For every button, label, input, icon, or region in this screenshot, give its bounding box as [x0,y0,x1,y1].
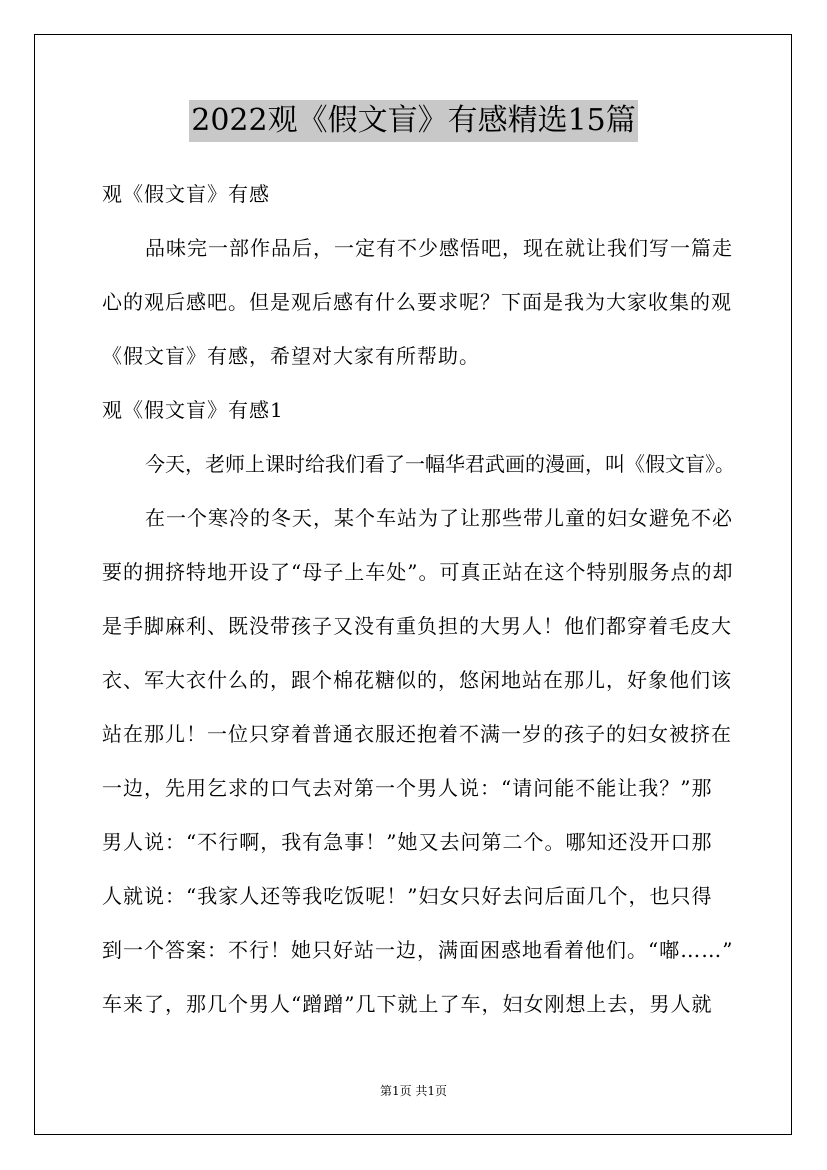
page-footer: 第1页 共1页 [379,1084,448,1098]
paragraph-line: 车来了，那几个男人“蹭蹭”几下就上了车，妇女刚想上去，男人就 [102,992,713,1016]
paragraph-line: 是手脚麻利、既没带孩子又没有重负担的大男人！他们都穿着毛皮大 [102,614,732,638]
paragraph-line: 要的拥挤特地开设了“母子上车处”。可真正站在这个特别服务点的却 [102,560,734,584]
section-heading: 观《假文盲》有感1 [102,398,284,422]
document-title: 2022观《假文盲》有感精选15篇 [189,100,638,142]
paragraph-line: 到一个答案：不行！她只好站一边，满面困惑地看着他们。“嘟……” [102,938,734,962]
title-container [0,100,827,142]
paragraph-line: 人就说：“我家人还等我吃饭呢！”妇女只好去问后面几个，也只得 [102,884,713,908]
paragraph-line: 男人说：“不行啊，我有急事！”她又去问第二个。哪知还没开口那 [102,830,713,854]
paragraph-line: 衣、军大衣什么的，跟个棉花糖似的，悠闲地站在那儿，好象他们该 [102,668,732,692]
section-heading: 观《假文盲》有感 [102,182,270,206]
paragraph-line: 今天，老师上课时给我们看了一幅华君武画的漫画，叫《假文盲》。 [145,452,735,476]
intro-line: 心的观后感吧。但是观后感有什么要求呢？下面是我为大家收集的观 [102,290,732,314]
paragraph-line: 一边，先用乞求的口气去对第一个男人说：“请问能不能让我？”那 [102,776,713,800]
intro-line: 《假文盲》有感，希望对大家有所帮助。 [102,344,480,368]
paragraph-line: 站在那儿！一位只穿着普通衣服还抱着不满一岁的孩子的妇女被挤在 [102,722,732,746]
intro-line: 品味完一部作品后，一定有不少感悟吧，现在就让我们写一篇走 [145,236,733,260]
paragraph-line: 在一个寒冷的冬天，某个车站为了让那些带儿童的妇女避免不必 [145,506,733,530]
